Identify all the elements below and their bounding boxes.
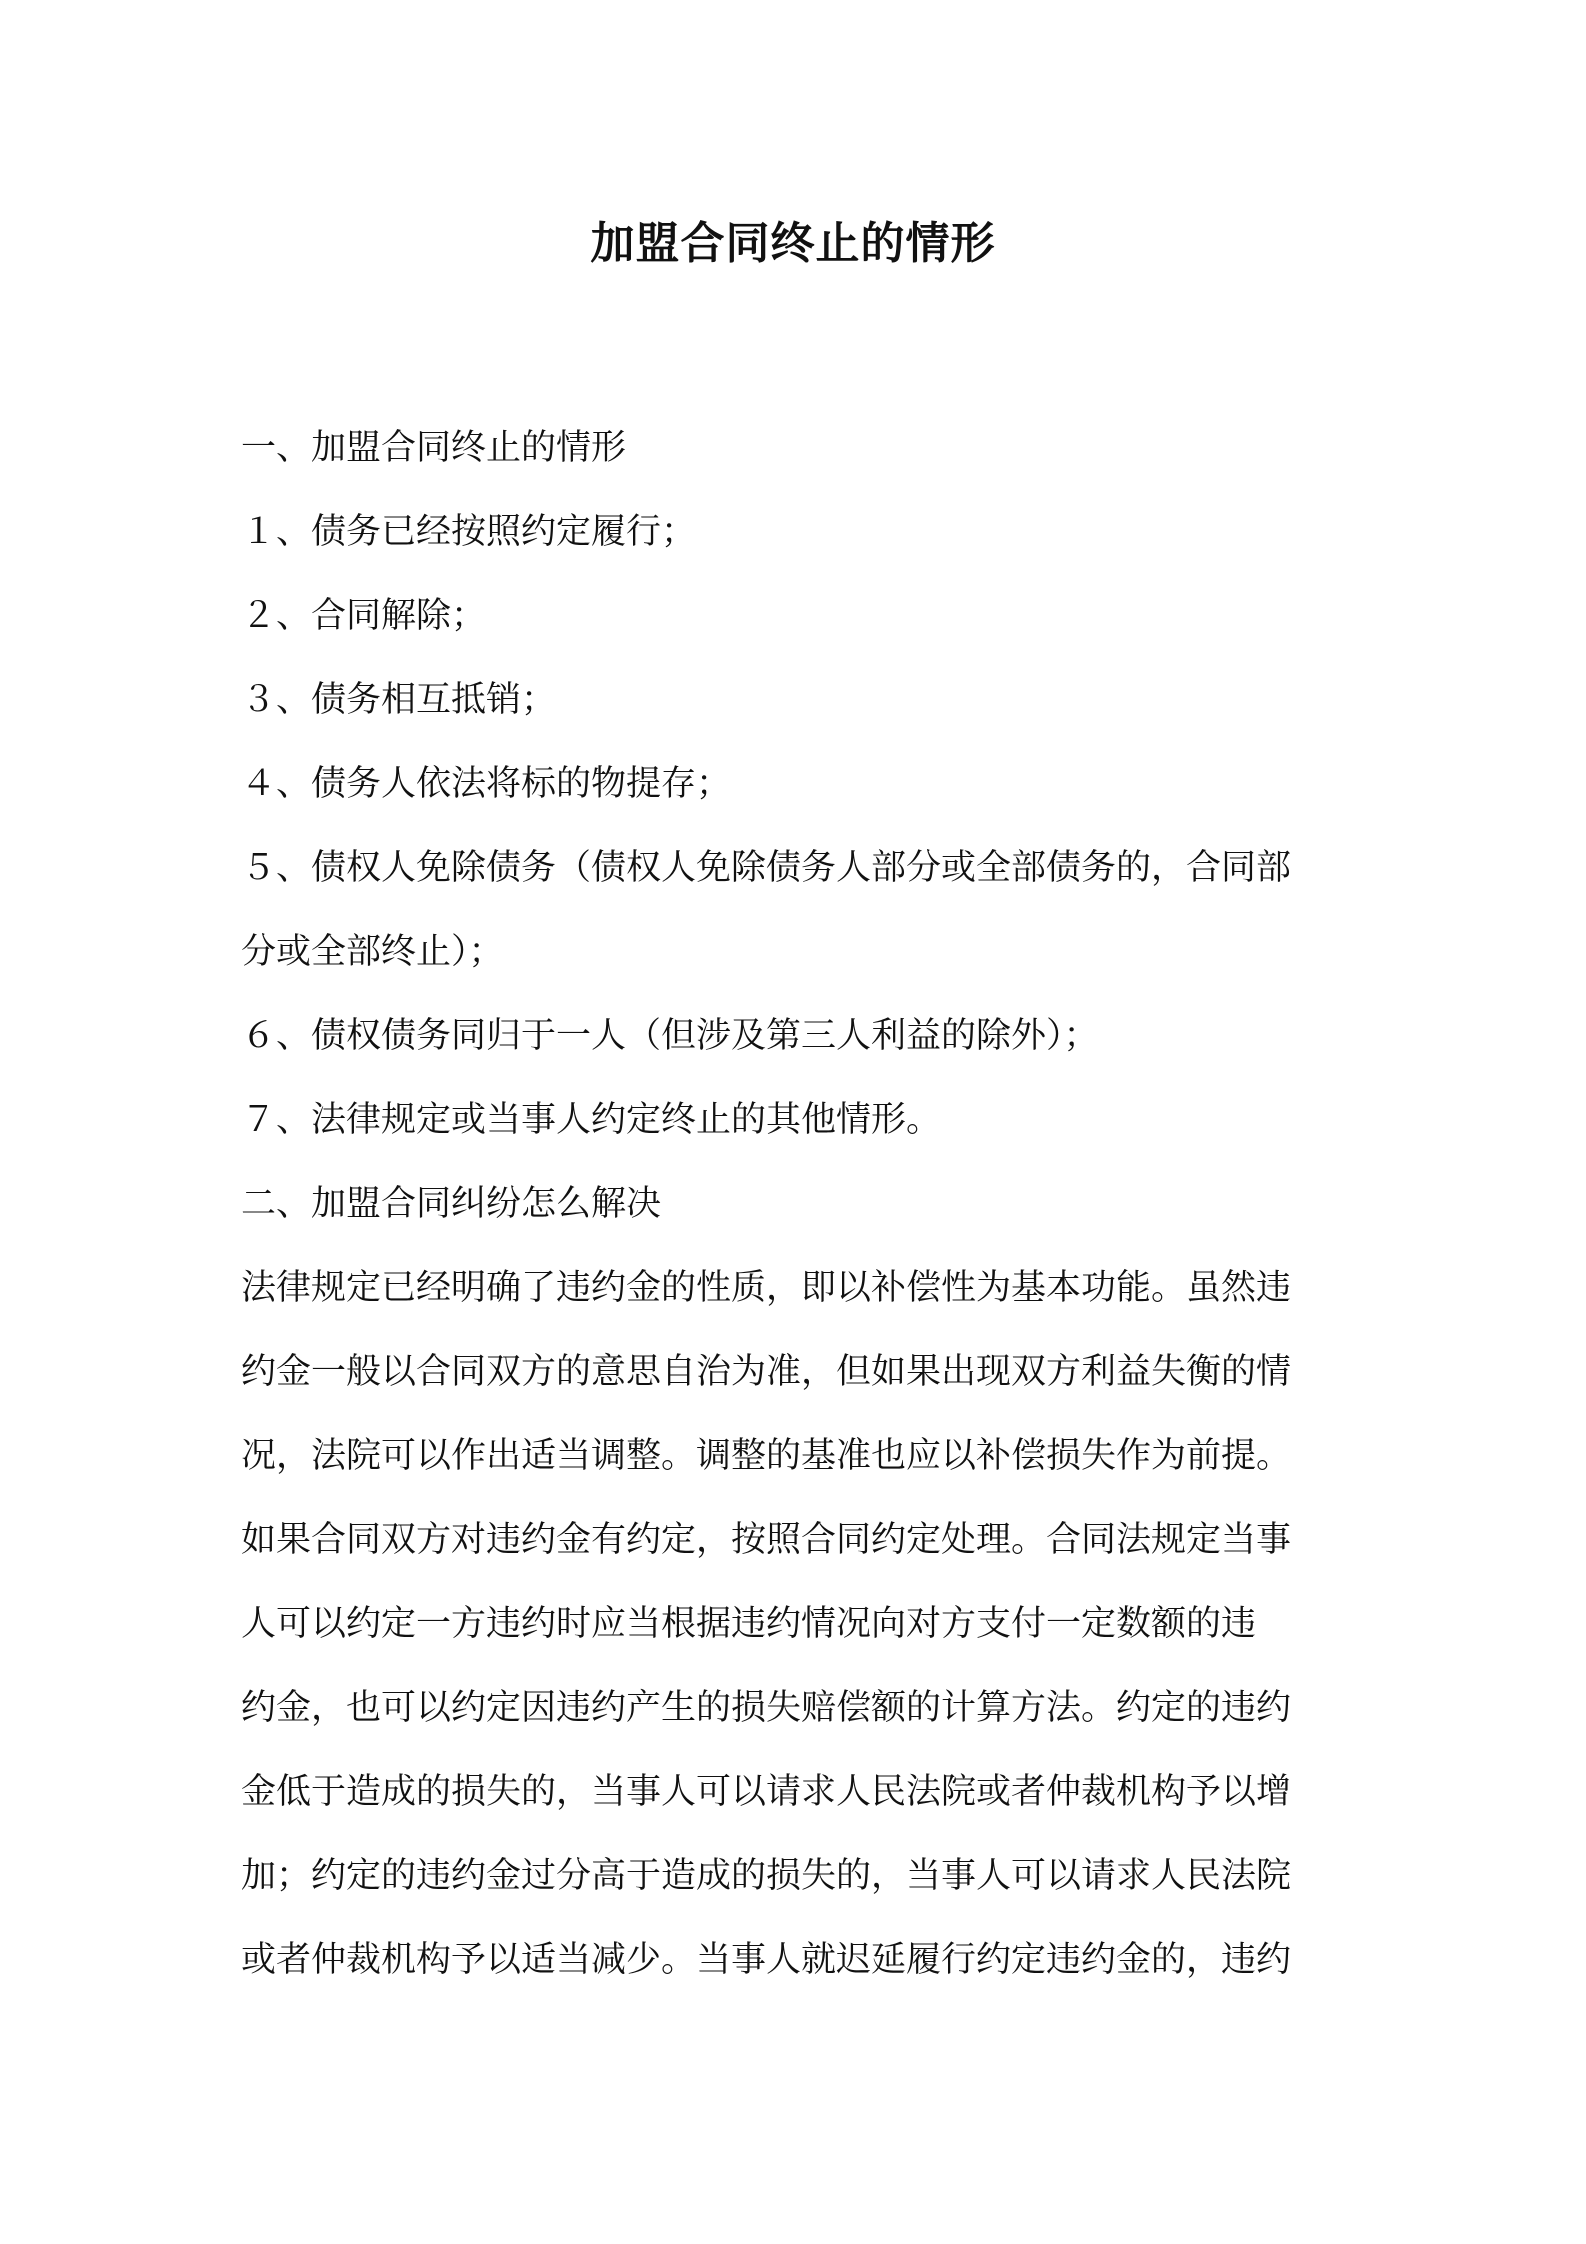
paragraph-line: 金低于造成的损失的，当事人可以请求人民法院或者仲裁机构予以增	[241, 1772, 1292, 1812]
list-item-4: ４、债务人依法将标的物提存；	[241, 764, 732, 804]
list-item-6: ６、债权债务同归于一人（但涉及第三人利益的除外）；	[241, 1016, 1099, 1056]
paragraph-line: 况，法院可以作出适当调整。调整的基准也应以补偿损失作为前提。	[241, 1436, 1292, 1476]
list-item-2: ２、合同解除；	[241, 596, 487, 636]
section-heading-1: 一、加盟合同终止的情形	[241, 428, 627, 468]
list-item-5-continued: 分或全部终止）；	[241, 932, 504, 972]
list-item-7: ７、法律规定或当事人约定终止的其他情形。	[241, 1100, 942, 1140]
list-item-5: ５、债权人免除债务（债权人免除债务人部分或全部债务的，合同部	[241, 848, 1292, 888]
paragraph-line: 约金，也可以约定因违约产生的损失赔偿额的计算方法。约定的违约	[241, 1688, 1292, 1728]
document-title: 加盟合同终止的情形	[590, 218, 996, 269]
paragraph-line: 如果合同双方对违约金有约定，按照合同约定处理。合同法规定当事	[241, 1520, 1292, 1560]
document-body	[241, 406, 1361, 2002]
paragraph-line: 加；约定的违约金过分高于造成的损失的，当事人可以请求人民法院	[241, 1856, 1292, 1896]
paragraph-line: 法律规定已经明确了违约金的性质，即以补偿性为基本功能。虽然违	[241, 1268, 1292, 1308]
list-item-1: １、债务已经按照约定履行；	[241, 512, 697, 552]
section-heading-2: 二、加盟合同纠纷怎么解决	[241, 1184, 662, 1224]
paragraph-line: 或者仲裁机构予以适当减少。当事人就迟延履行约定违约金的，违约	[241, 1940, 1292, 1980]
paragraph-line: 约金一般以合同双方的意思自治为准，但如果出现双方利益失衡的情	[241, 1352, 1292, 1392]
list-item-3: ３、债务相互抵销；	[241, 680, 557, 720]
paragraph-line: 人可以约定一方违约时应当根据违约情况向对方支付一定数额的违	[241, 1604, 1257, 1644]
